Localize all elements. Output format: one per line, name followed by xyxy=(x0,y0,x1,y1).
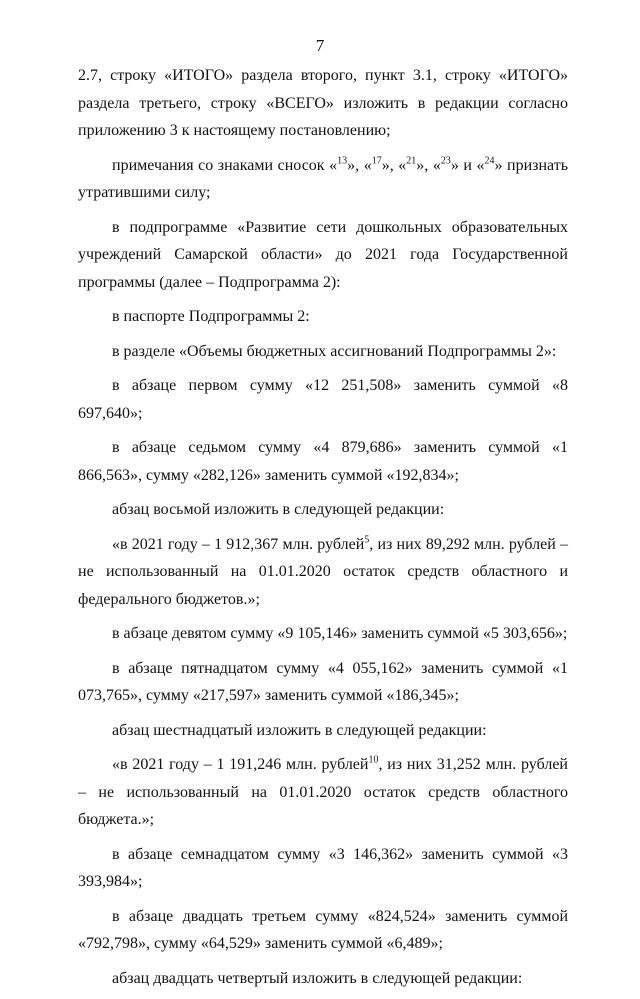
footnote-mark: 17 xyxy=(371,155,382,167)
footnote-mark: 10 xyxy=(368,754,379,766)
paragraph: примечания со знаками сносок «$^{13}$», «$^{17}$», «$^{21}$», «$^{23}$» и «$^{24}$» признать утратившими силу; xyxy=(78,155,569,201)
paragraph: в подпрограмме «Развитие сети дошкольных образовательных учреждений Самарской области» до 2021 года Государственной программы (далее – Подпрограмма 2): xyxy=(78,218,568,291)
paragraph: в абзаце девятом сумму «9 105,146» заменить суммой «5 303,656»; xyxy=(112,625,568,642)
paragraph: абзац двадцать четвертый изложить в следующей редакции: xyxy=(112,969,523,987)
paragraph: в паспорте Подпрограммы 2: xyxy=(112,308,310,325)
paragraph: в разделе «Объемы бюджетных ассигнований Подпрограммы 2»: xyxy=(112,342,557,360)
page-number: 7 xyxy=(315,36,325,55)
paragraph: в абзаце седьмом сумму «4 879,686» заменить суммой «1 866,563», сумму «282,126» заменить суммой «192,834»; xyxy=(78,439,568,484)
paragraph: в абзаце первом сумму «12 251,508» заменить суммой «8 697,640»; xyxy=(78,377,568,422)
footnote-mark: 24 xyxy=(484,155,495,167)
footnote-mark: 21 xyxy=(406,155,417,167)
paragraph: абзац шестнадцатый изложить в следующей редакции: xyxy=(112,721,487,739)
paragraph: в абзаце семнадцатом сумму «3 146,362» заменить суммой «3 393,984»; xyxy=(78,845,568,890)
paragraph: 2.7, строку «ИТОГО» раздела второго, пункт 3.1, строку «ИТОГО» раздела третьего, строку «ВСЕГО» изложить в редакции согласно приложению 3 к настоящему постановлению; xyxy=(78,67,568,139)
paragraph: в абзаце пятнадцатом сумму «4 055,162» заменить суммой «1 073,765», сумму «217,597» заменить суммой «186,345»; xyxy=(78,659,568,704)
footnote-mark: 23 xyxy=(440,155,451,167)
paragraph: «в 2021 году – 1 191,246 млн. рублей$^{10}$, из них 31,252 млн. рублей – не использованный на 01.01.2020 остаток средств областного бюджета.»; xyxy=(78,754,568,828)
paragraph: абзац восьмой изложить в следующей редакции: xyxy=(112,501,445,518)
document-body xyxy=(78,62,568,999)
paragraph: в абзаце двадцать третьем сумму «824,524» заменить суммой «792,798», сумму «64,529» заменить суммой «6,489»; xyxy=(78,907,568,952)
paragraph: «в 2021 году – 1 912,367 млн. рублей$^5$, из них 89,292 млн. рублей – не использованный на 01.01.2020 остаток средств областного и федерального бюджетов.»; xyxy=(78,534,568,608)
footnote-mark: 13 xyxy=(337,155,348,167)
footnote-mark: 5 xyxy=(364,534,370,546)
